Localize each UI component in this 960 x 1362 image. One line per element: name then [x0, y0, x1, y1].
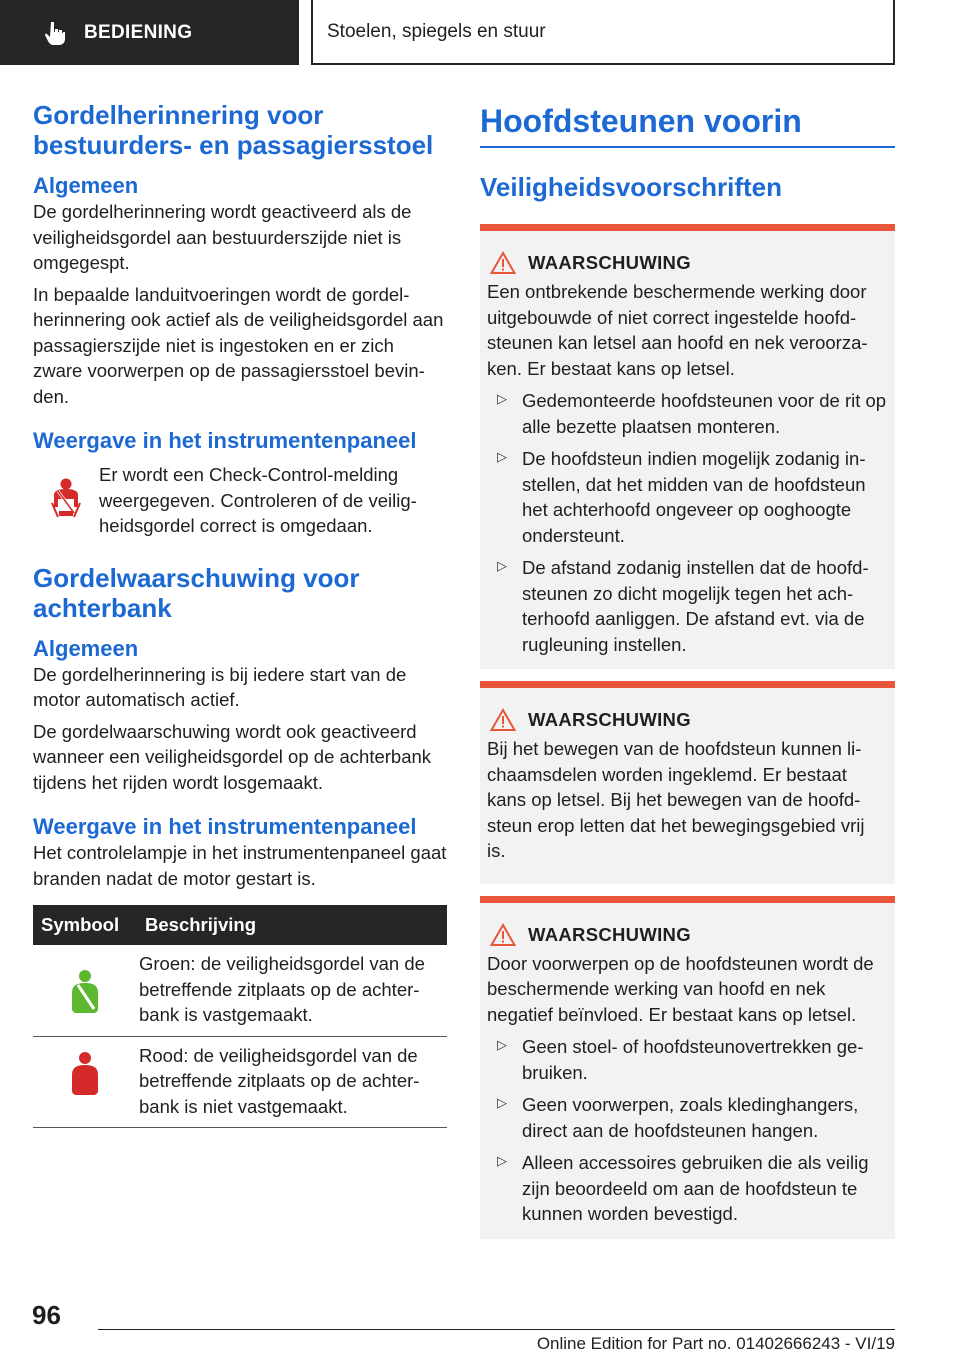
table-cell-description: Rood: de veiligheidsgordel van de betreffende zitplaats op de achter-bank is niet vastgemaakt.: [137, 1036, 447, 1128]
table-header-row: [33, 905, 447, 945]
triangle-bullet-icon: ▷: [497, 1037, 507, 1052]
triangle-bullet-icon: ▷: [497, 391, 507, 406]
table-header-beschrijving: Beschrijving: [137, 905, 447, 945]
paragraph: De gordelherinnering is bij iedere start van de motor automatisch actief.: [33, 663, 407, 710]
warning-label: WAARSCHUWING: [528, 709, 691, 730]
table-cell-symbol: [33, 945, 137, 1036]
symbol-table: [33, 905, 447, 1128]
section-title-gordelwaarschuwing: Gordelwaarschuwing voor achterbank: [33, 562, 360, 623]
table-row: [33, 945, 447, 1036]
warning-text: Bij het bewegen van de hoofdsteun kunnen li-chaamsdelen worden ingeklemd. Er bestaat kans op letsel. Bij het bewegen van de hoofd-steun erop letten dat het bewegingsgebied vrij is.: [487, 738, 865, 861]
triangle-bullet-icon: ▷: [497, 449, 507, 464]
triangle-bullet-icon: ▷: [497, 1095, 507, 1110]
warning-header: [487, 923, 887, 947]
chapter-title: Stoelen, spiegels en stuur: [311, 0, 895, 65]
list-item: ▷ Gedemonteerde hoofdsteunen voor de rit op alle bezette plaatsen monteren.: [487, 388, 887, 439]
warning-triangle-icon: [490, 923, 516, 947]
footer-edition: Online Edition for Part no. 01402666243 - VI/19: [536, 1334, 895, 1353]
section-label: BEDIENING: [84, 21, 193, 43]
list-item: ▷ Alleen accessoires gebruiken die als veilig zijn beoordeeld om aan de hoofdsteun te kunnen worden bevestigd.: [487, 1150, 887, 1227]
paragraph: Het controlelampje in het instrumentenpaneel gaat branden nadat de motor gestart is.: [33, 842, 447, 889]
table-cell-symbol: [33, 1036, 137, 1128]
check-control-row: [33, 462, 447, 539]
subsection-title: Veiligheidsvoorschriften: [480, 172, 782, 202]
warning-header: [487, 251, 887, 275]
triangle-bullet-icon: ▷: [497, 558, 507, 573]
subheading-algemeen: Algemeen: [33, 173, 139, 198]
footer-divider: [98, 1329, 895, 1330]
warning-header: [487, 708, 887, 732]
paragraph: De gordelwaarschuwing wordt ook geactiveerd wanneer een veiligheidsgordel op de achterbank tijdens het rijden wordt losgemaakt.: [33, 720, 432, 793]
warning-box: [480, 681, 895, 884]
hand-pointer-icon: [42, 20, 68, 46]
list-item: ▷ De afstand zodanig instellen dat de hoofd-steunen zo dicht mogelijk tegen het ach-terhoofd aanliggen. De afstand evt. via de rugleuning instellen.: [487, 555, 887, 657]
warning-text: Door voorwerpen op de hoofdsteunen wordt de beschermende werking van hoofd en nek negatief beïnvloed. Er bestaat kans op letsel.: [487, 952, 874, 1025]
list-item: ▷ Geen voorwerpen, zoals kledinghangers, direct aan de hoofdsteunen hangen.: [487, 1092, 887, 1143]
triangle-bullet-icon: ▷: [497, 1153, 507, 1168]
table-row: [33, 1036, 447, 1128]
list-item: ▷ De hoofdsteun indien mogelijk zodanig in-stellen, dat het midden van de hoofdsteun het achterhoofd ongeveer op ooghoogte ondersteunt.: [487, 446, 887, 548]
subheading-weergave: Weergave in het instrumentenpaneel: [33, 428, 417, 453]
paragraph: In bepaalde landuitvoeringen wordt de gordel-herinnering ook actief als de veiligheidsgordel aan passagierszijde niet is ingestoken en er zich zware voorwerpen op de passagiersstoel bevin-den.: [33, 283, 444, 407]
warning-label: WAARSCHUWING: [528, 252, 691, 273]
warning-triangle-icon: [490, 251, 516, 275]
paragraph: Er wordt een Check-Control-melding weergegeven. Controleren of de veilig-heidsgordel correct is omgedaan.: [99, 464, 417, 536]
seatbelt-warning-icon: [33, 462, 99, 539]
seatbelt-unfastened-red-icon: [67, 1051, 103, 1097]
warning-box: [480, 896, 895, 1239]
warning-box: [480, 224, 895, 669]
subheading-algemeen: Algemeen: [33, 635, 139, 661]
table-header-symbool: Symbool: [33, 905, 137, 945]
section-tab: [0, 0, 299, 65]
warning-triangle-icon: [490, 708, 516, 732]
table-cell-description: Groen: de veiligheidsgordel van de betreffende zitplaats op de achter-bank is vastgemaakt.: [137, 945, 447, 1036]
page-number: 96: [32, 1300, 61, 1330]
page-section-title: Hoofdsteunen voorin: [480, 100, 895, 148]
list-item: ▷ Geen stoel- of hoofdsteunovertrekken ge-bruiken.: [487, 1034, 887, 1085]
subheading-weergave: Weergave in het instrumentenpaneel: [33, 814, 417, 839]
section-title-gordelherinnering: Gordelherinnering voor bestuurders- en passagiersstoel: [33, 100, 434, 160]
warning-text: Een ontbrekende beschermende werking door uitgebouwde of niet correct ingestelde hoofd-steunen kan letsel aan hoofd en nek veroorza-ken. Er bestaat kans op letsel.: [487, 281, 868, 379]
paragraph: De gordelherinnering wordt geactiveerd als de veiligheidsgordel aan bestuurderszijde niet is omgegespt.: [33, 201, 412, 273]
warning-label: WAARSCHUWING: [528, 923, 691, 945]
left-column: [33, 100, 447, 1128]
right-column: [480, 100, 895, 1239]
seatbelt-fastened-green-icon: [67, 969, 103, 1015]
